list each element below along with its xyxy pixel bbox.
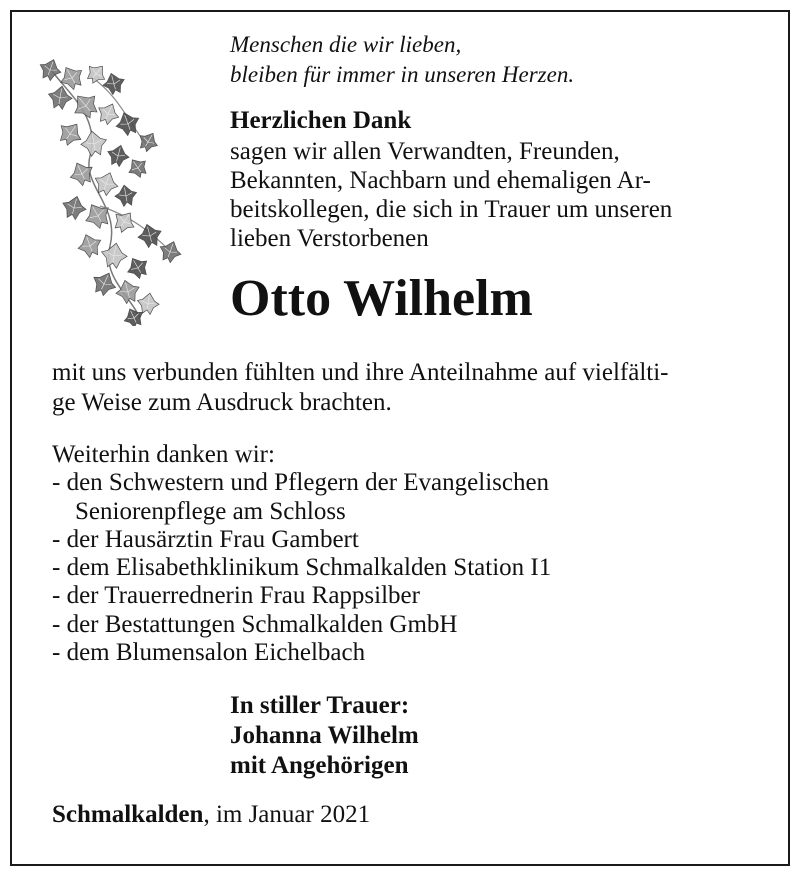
place-date [52, 800, 370, 830]
motto [230, 30, 574, 90]
further-thanks-item: - dem Blumensalon Eichelbach [52, 639, 366, 667]
continuation-line-1-text: mit uns verbunden fühlten und ihre Anteilnahme auf vielfälti- [52, 359, 669, 386]
further-thanks-item: - der Bestattungen Schmalkalden GmbH [52, 610, 458, 638]
motto-line-1: Menschen die wir lieben, [230, 32, 462, 57]
thanks-line-1 [230, 137, 775, 166]
thanks-line-2 [230, 166, 775, 195]
further-thanks-item: - der Hausärztin Frau Gambert [52, 525, 359, 553]
date-text: , im Januar 2021 [203, 801, 371, 828]
further-thanks-item: - den Schwestern und Pflegern der Evangelischen [52, 469, 550, 497]
continuation-line-1 [52, 358, 774, 388]
thanks-line-4 [230, 224, 775, 253]
further-thanks-item: - der Trauerrednerin Frau Rappsilber [52, 582, 420, 610]
further-thanks-heading: Weiterhin danken wir: [52, 441, 275, 468]
deceased-name: Otto Wilhelm [230, 270, 533, 327]
thanks-line-1-text: sagen wir allen Verwandten, Freunden, [230, 138, 620, 165]
thanks-heading: Herzlichen Dank [230, 107, 412, 134]
signoff [230, 691, 419, 781]
motto-line-2: bleiben für immer in unseren Herzen. [230, 62, 575, 87]
further-thanks [52, 441, 551, 667]
thanks-line-2-text: Bekannten, Nachbarn und ehemaligen Ar- [230, 167, 651, 194]
continuation-text [52, 358, 774, 418]
thanks-text [230, 137, 775, 253]
signoff-heading: In stiller Trauer: [230, 692, 410, 719]
place-name: Schmalkalden [52, 801, 204, 828]
further-thanks-item: - dem Elisabethklinikum Schmalkalden Station I1 [52, 554, 552, 582]
continuation-line-2: ge Weise zum Ausdruck brachten. [52, 389, 392, 416]
thanks-line-3-text: beitskollegen, die sich in Trauer um unseren [230, 196, 673, 223]
signoff-family: mit Angehörigen [230, 752, 409, 779]
thanks-line-4-text: lieben Verstorbenen [230, 225, 429, 252]
signoff-name: Johanna Wilhelm [230, 722, 419, 749]
ivy-vine-icon [30, 56, 190, 326]
thanks-line-3 [230, 195, 775, 224]
further-thanks-item: Seniorenpflege am Schloss [75, 497, 346, 525]
